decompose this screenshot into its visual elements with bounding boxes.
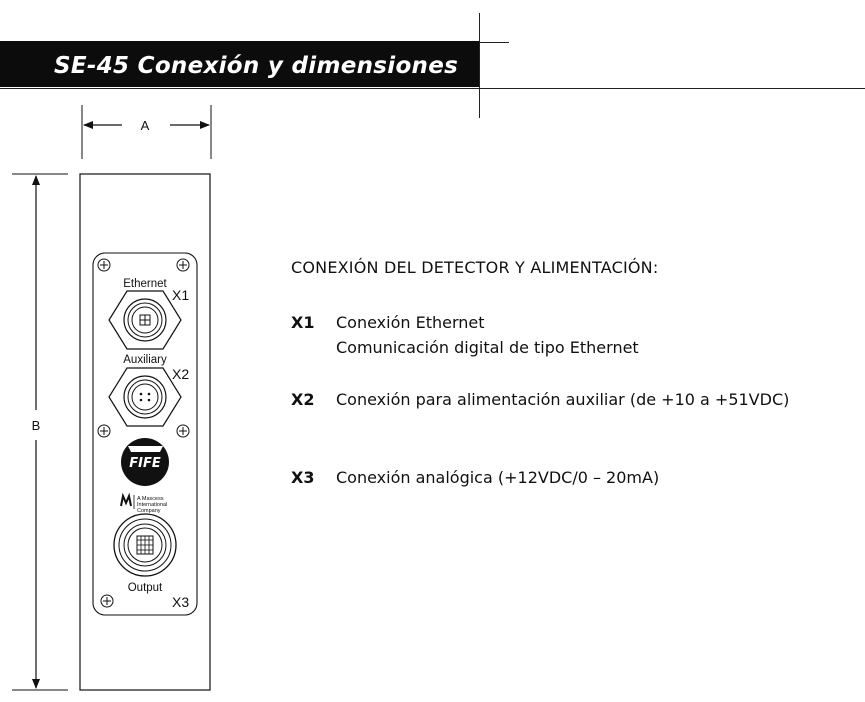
- auxiliary-label: Auxiliary: [123, 354, 167, 366]
- connection-code: X1: [291, 313, 315, 332]
- device-outline: [80, 174, 210, 690]
- connection-detail: Comunicación digital de tipo Ethernet: [336, 338, 639, 357]
- connection-x1: [291, 313, 639, 357]
- connection-x2: [291, 390, 789, 409]
- connection-description: Conexión analógica (+12VDC/0 – 20mA): [336, 468, 660, 487]
- connection-description: Conexión para alimentación auxiliar (de +10 a +51VDC): [336, 390, 790, 409]
- auxiliary-connector: [109, 368, 181, 426]
- page-title: SE-45 Conexión y dimensiones: [54, 53, 459, 79]
- connection-section: [291, 258, 861, 277]
- x3-label: X3: [172, 594, 190, 610]
- x1-label: X1: [172, 287, 190, 303]
- maxcess-line-3: Company: [137, 508, 161, 514]
- screw-icon: [98, 259, 110, 271]
- screw-icon: [101, 595, 113, 607]
- ethernet-connector: [109, 291, 181, 349]
- screw-icon: [177, 259, 189, 271]
- connection-code: X3: [291, 468, 315, 487]
- connection-code: X2: [291, 390, 315, 409]
- output-connector: [114, 514, 176, 576]
- ethernet-label: Ethernet: [123, 278, 167, 290]
- connection-x3: [291, 468, 659, 487]
- fife-logo: [121, 438, 169, 486]
- x2-label: X2: [172, 366, 190, 382]
- screw-icon: [177, 425, 189, 437]
- maxcess-logo: [121, 495, 167, 514]
- fife-logo-text: FIFE: [129, 456, 161, 471]
- maxcess-line-2: International: [137, 502, 168, 508]
- maxcess-line-1: A Maxcess: [137, 496, 164, 502]
- connection-description: Conexión Ethernet: [336, 313, 485, 332]
- dimension-b-label: B: [31, 418, 41, 433]
- screw-icon: [98, 425, 110, 437]
- section-title: CONEXIÓN DEL DETECTOR Y ALIMENTACIÓN:: [291, 258, 659, 277]
- dimension-a-label: A: [140, 118, 150, 133]
- output-label: Output: [127, 582, 163, 594]
- dimension-a: [82, 105, 211, 159]
- dimension-b: [12, 174, 68, 690]
